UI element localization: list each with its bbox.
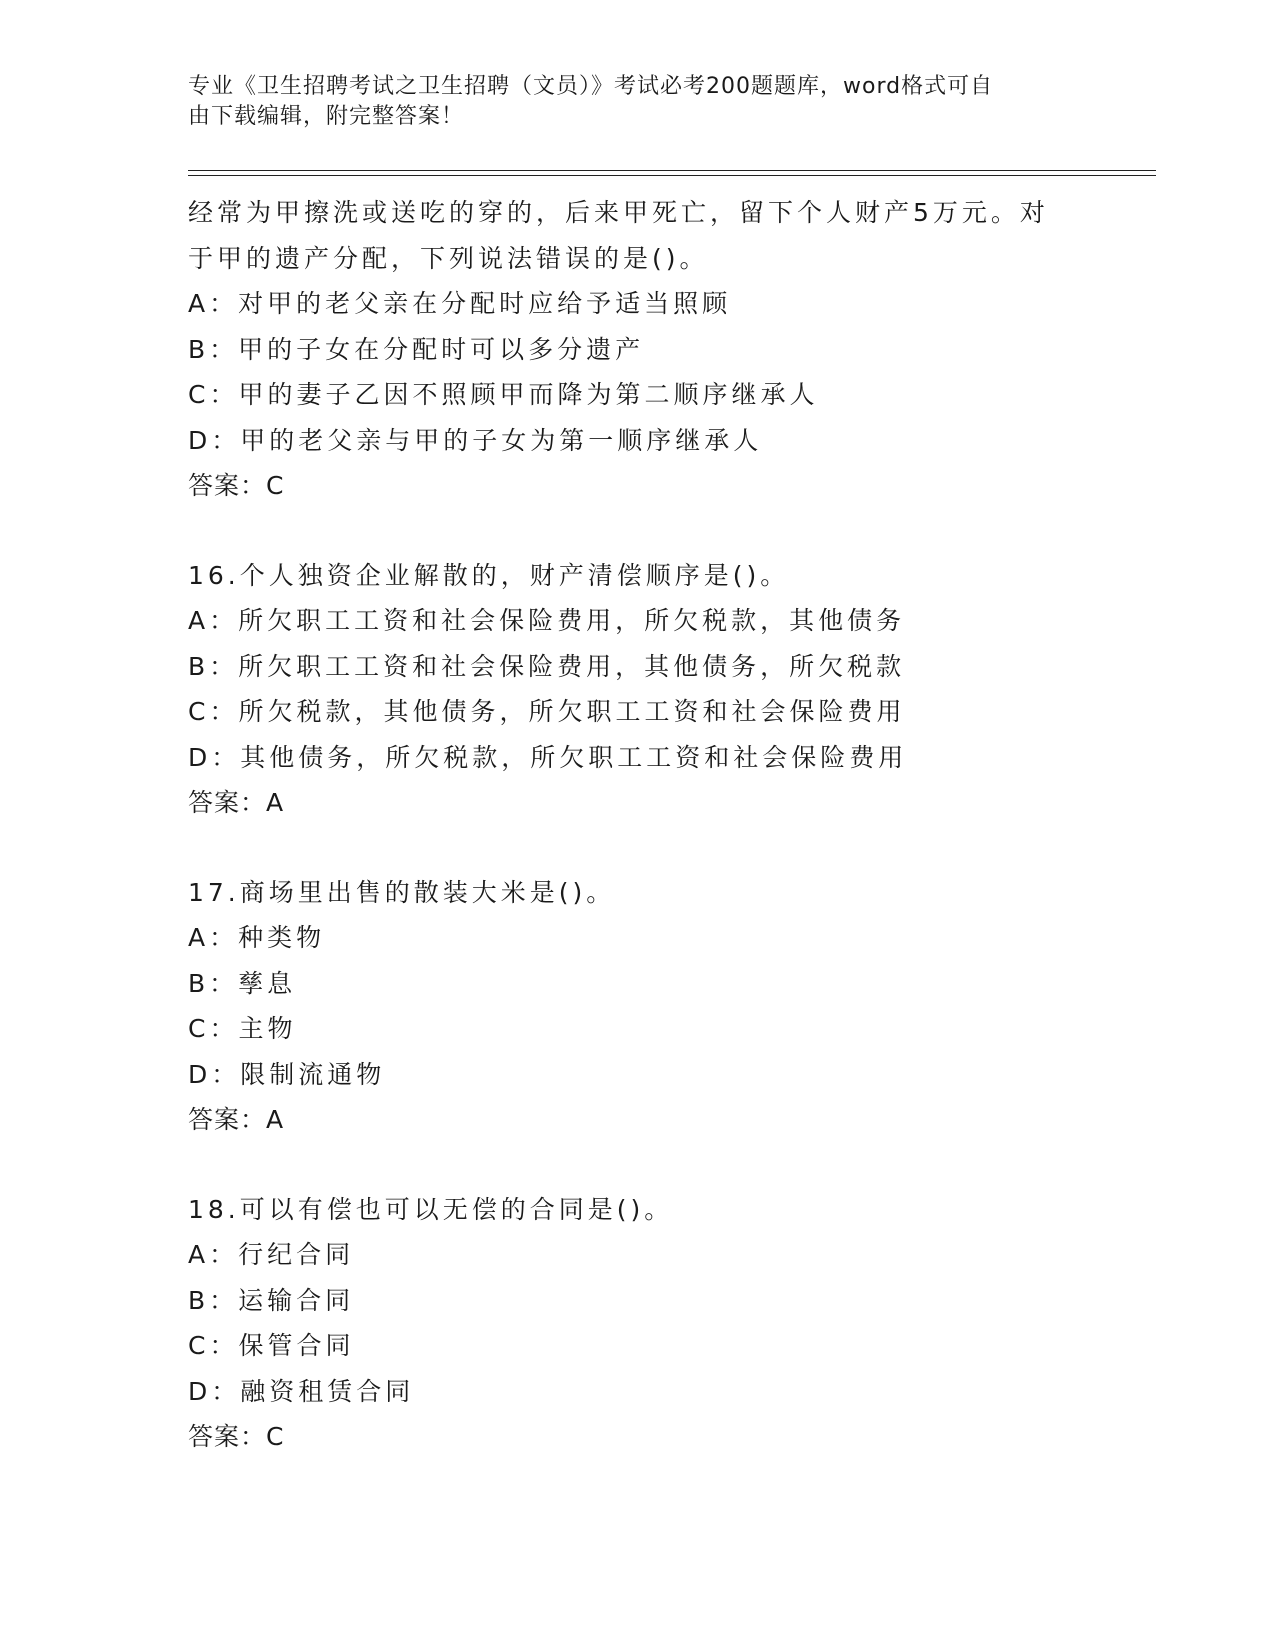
option-b: B：甲的子女在分配时可以多分遗产 [188, 334, 645, 364]
option-d: D：甲的老父亲与甲的子女为第一顺序继承人 [188, 425, 763, 455]
option-d: D：融资租赁合同 [188, 1376, 415, 1406]
question-15 [188, 190, 1148, 509]
option-d: D：其他债务，所欠税款，所欠职工工资和社会保险费用 [188, 742, 908, 772]
option-c: C：甲的妻子乙因不照顾甲而降为第二顺序继承人 [188, 380, 819, 409]
answer-line: 答案：C [188, 471, 285, 500]
header-line-1: 专业《卫生招聘考试之卫生招聘（文员）》考试必考200题题库，word格式可自 [188, 74, 994, 99]
answer-line: 答案：A [188, 1105, 285, 1134]
option-b: B：所欠职工工资和社会保险费用，其他债务，所欠税款 [188, 651, 906, 681]
option-c: C：主物 [188, 1014, 297, 1043]
option-a: A：种类物 [188, 923, 326, 952]
header-line-2: 由下载编辑，附完整答案！ [188, 104, 465, 129]
question-18 [188, 1187, 1148, 1460]
answer-line: 答案：A [188, 788, 285, 817]
option-a: A：所欠职工工资和社会保险费用，所欠税款，其他债务 [188, 606, 906, 635]
option-c: C：所欠税款，其他债务，所欠职工工资和社会保险费用 [188, 697, 906, 726]
question-stem-line: 于甲的遗产分配，下列说法错误的是()。 [188, 243, 709, 273]
option-d: D：限制流通物 [188, 1059, 386, 1089]
answer-line: 答案：C [188, 1422, 285, 1451]
question-17 [188, 870, 1148, 1143]
question-list [188, 190, 1148, 1460]
option-c: C：保管合同 [188, 1331, 355, 1360]
option-a: A：对甲的老父亲在分配时应给予适当照顾 [188, 289, 732, 318]
option-b: B：孳息 [188, 968, 297, 998]
question-stem: 16.个人独资企业解散的，财产清偿顺序是()。 [188, 560, 790, 590]
document-header [188, 72, 1088, 132]
question-stem: 17.商场里出售的散装大米是()。 [188, 877, 616, 907]
question-stem-line: 经常为甲擦洗或送吃的穿的，后来甲死亡，留下个人财产5万元。对 [188, 198, 1049, 227]
option-b: B：运输合同 [188, 1285, 355, 1315]
question-stem: 18.可以有偿也可以无偿的合同是()。 [188, 1194, 674, 1224]
option-a: A：行纪合同 [188, 1240, 355, 1269]
header-rule-top [188, 170, 1156, 171]
header-rule-bottom [188, 175, 1156, 176]
question-16 [188, 553, 1148, 826]
